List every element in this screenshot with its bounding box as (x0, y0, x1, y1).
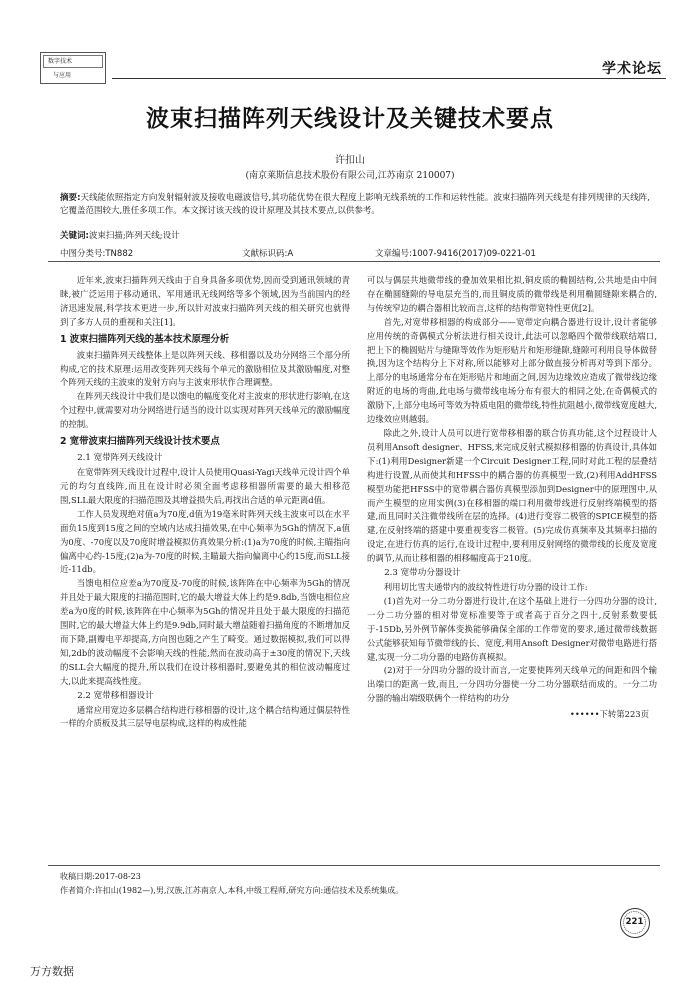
journal-logo (40, 52, 106, 84)
abstract-text: 天线能依照指定方向发射辐射波及接收电磁波信号,其功能优势在很大程度上影响无线系统的工作和运转性能。波束扫描阵列天线是有排列规律的天线阵,它覆盖范围较大,胜任多项工作。本文探讨该天线的设计原理及其技术要点,以供参考。 (60, 193, 650, 216)
section-tag: 学术论坛 (602, 61, 662, 77)
body-paragraph: (1)首先对一分二功分器进行设计,在这个基础上进行一分四功分器的设计,一分二功分器的相对带宽标准要等于或者高于百分之四十,反射系数要低于-15Db,另外例节解体变换能够确保全部的工作带宽的要求,通过微带线数据公式能够获知每节微带线的长、宽度,利用Ansoft Designer对微带电路进行搭建,实现一分二功分器的电路仿真模拟。 (367, 595, 657, 662)
page-header (40, 52, 666, 86)
document-code: 文献标识码:A (242, 249, 294, 259)
page-number: 221 (625, 917, 644, 927)
subsection-heading: 2.3 宽带功分器设计 (384, 568, 461, 579)
author-bio: 作者简介:许扣山(1982—),男,汉族,江苏南京人,本科,中级工程师,研究方向:通信技术及系统集成。 (60, 886, 404, 895)
body-paragraph: 除此之外,设计人员可以进行宽带移相器的联合仿真功能,这个过程设计人员利用Ansoft designer、HFSS,来完成反射式模拟移相器的仿真设计,具体如下:(1)利用Designer新建一个Circuit Designer工程,同时对此工程的层叠结构进行设置,从而使其和HFSS中的耦合器的仿真模型一致,(2)利用AddHFSS模型功能把HFSS中的宽带耦合器仿真模型添加到Designer中的原理图中,从而产生模型的应用实例(3)在移相器的端口利用微带线进行反射终端模型的搭建,而且同时关注微带线所在层的选择。(4)进行变容二极管的SPICE模型的搭建,在反射终端的搭建中要重视变容二极管。(5)完成仿真频率及其频率扫描的设定,在进行仿真的运行,在设计过程中,要利用反射网络的微带线的长度及宽度的调节,从而让移相器的相移幅度高于210度。 (367, 427, 657, 564)
meta-divider (48, 261, 660, 262)
body-paragraph: 在宽带阵列天线设计过程中,设计人员使用Quasi-Yagi天线单元设计四个单元的均匀直线阵,而且在设计时必须全面考虑移相器所需要的最大相移范围,SLL最大限度的扫描范围及其增益损失后,再找出合适的单元距离d值。 (60, 467, 350, 505)
journal-logo-bottom: 与应用 (53, 72, 72, 79)
body-paragraph: 首先,对宽带移相器的构成部分——宽带定向耦合器进行设计,设计者能够应用传统的奇偶模式分析法进行相关设计,此法可以忽略四个微带线联结端口,把上下的椭圆贴片与缝隙等效作为矩形贴片和矩形缝隙,缝隙可利用良导体做替换,因为这个结构分上下对称,所以能够对上部分做直接分析再对等到下部分。上部分的电场通常分布在矩形贴片和地面之间,因为边缘效应造成了微带线边缘附近的电场的弯曲,此电场与微带线电场分布有很大的相同之处,在奇偶模式的激励下,上部分电场可等效为特质电阻的微带线,特性抗阻越小,微带线宽度越大,边缘效应则越弱。 (367, 316, 657, 425)
abstract (60, 192, 650, 217)
paper-title: 波束扫描阵列天线设计及关键技术要点 (146, 106, 554, 132)
author-name: 许扣山 (335, 155, 365, 166)
header-divider (112, 78, 666, 79)
subsection-heading: 2.2 宽带移相器设计 (77, 690, 154, 701)
body-paragraph: 通常应用宽边多层耦合结构进行移相器的设计,这个耦合结构通过偶层特性一样的介质板及其三层导电层构成,这样的构成性能 (60, 704, 350, 729)
article-number: 文章编号:1007-9416(2017)09-0221-01 (375, 249, 536, 259)
keywords-label: 关键词: (60, 231, 89, 241)
author-affiliation: (南京莱斯信息技术股份有限公司,江苏南京 210007) (245, 171, 455, 181)
body-paragraph: 近年来,波束扫描阵列天线由于自身具备多项优势,因而受到通讯领域的青睐,被广泛运用于移动通讯、军用通讯无线网络等多个领域,因为当前国内的经济迅速发展,科学技术更进一步,所以针对波束扫描阵列天线的相关研究也就得到了多方人员的重视和关注[1]。 (60, 275, 350, 327)
body-paragraph: 波束扫描阵列天线整体上是以阵列天线、移相器以及功分网络三个部分所构成,它的技术原理:运用改变阵列天线每个单元的激励相位及其激励幅度,对整个阵列天线的主波束的发射方向与主波束形状作合理调整。 (60, 349, 350, 388)
left-column (60, 274, 350, 731)
received-date: 收稿日期:2017-08-23 (60, 872, 141, 881)
right-column (367, 274, 657, 722)
continued-notice: ••••••下转第223页 (569, 709, 649, 720)
page-number-seal (620, 908, 650, 938)
body-paragraph: (2)对于一分四功分器的设计而言,一定要使阵列天线单元的间距和四个输出端口的距离一致,而且,一分四功分器使一分二功分器联结而成的。一分二功分器的输出端级联俩个一样结构的功分 (367, 665, 657, 704)
keywords (60, 230, 650, 242)
clc-number: 中图分类号:TN882 (60, 249, 134, 259)
watermark: 万方数据 (30, 965, 74, 978)
body-paragraph: 工作人员发现绝对值a为70度,d值为19毫米时阵列天线主波束可以在水平面负15度到15度之间的空域内达成扫描效果,在中心频率为5Gh的情况下,a值为0度、-70度以及70度时增益模拟仿真效果分析:(1)a为70度的时候,主瞄指向偏离中心约-15度;(2)a为-70度的时候,主瞄最大指向偏离中心约15度,而SLL接近-11db。 (60, 508, 350, 575)
section-heading: 2 宽带波束扫描阵列天线设计技术要点 (60, 436, 220, 448)
body-paragraph: 在阵列天线设计中我们是以馈电的幅度变化对主波束的形状进行影响,在这个过程中,就需要对功分网络进行适当的设计以实现对阵列天线单元的激励幅度的控制。 (60, 391, 350, 430)
section-heading: 1 波束扫描阵列天线的基本技术原理分析 (60, 333, 230, 345)
body-paragraph: 利用切比雪夫通带内的波纹特性进行功分器的设计工作: (383, 582, 588, 593)
body-paragraph: 可以与偶层共地微带线的叠加效果相比拟,铜皮质的椭圆结构,公共地是由中间存在椭圆缝隙的导电层充当的,而且铜皮质的微带线是利用椭圆缝隙来耦合的,与传统窄边的耦合器相比较而言,这样的结构带宽特性更优[2]。 (367, 275, 657, 313)
abstract-label: 摘要: (60, 193, 81, 203)
subsection-heading: 2.1 宽带阵列天线设计 (77, 453, 163, 464)
body-paragraph: 当馈电相位应差a为70度及-70度的时候,该阵阵在中心频率为5Gh的情况并且处于最大限度的扫描范围时,它的最大增益大体上约是9.8db,当馈电相位应差a为0度的时候,该阵阵在中心频率为5Gh的情况并且处于最大限度的扫描范围时,它的最大增益大体上约是9.9db,同时最大增益随着扫描角度的不断增加反而下降,副瓣电平却提高,方向图也随之产生了畸变。通过数据模拟,我们可以得知,2db的波动幅度不会影响天线的性能,然而在波动高于±30度的情况下,天线的SLL会大幅度的提升,所以我们在设计移相器时,要避免其的相位波动幅度过大,以此来提高线性度。 (60, 578, 350, 686)
footnote-divider (48, 865, 660, 866)
keywords-text: 波束扫描;阵列天线;设计 (88, 231, 180, 241)
journal-logo-top: 数字技术 (43, 55, 103, 68)
